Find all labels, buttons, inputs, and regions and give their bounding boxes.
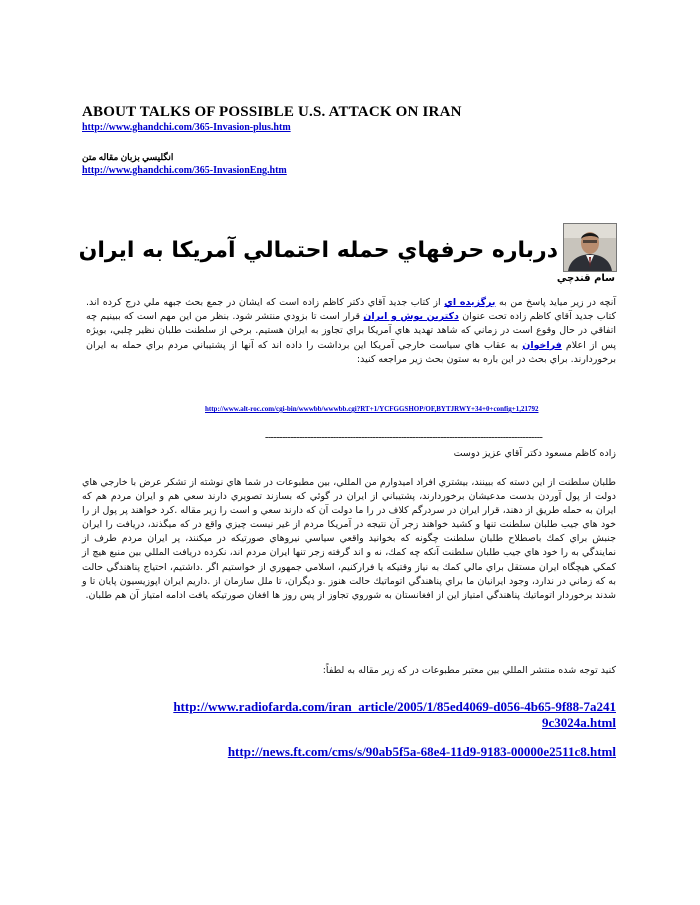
author-name: سام قندچي: [556, 273, 615, 284]
page-title: ABOUT TALKS OF POSSIBLE U.S. ATTACK ON IRAN: [82, 104, 462, 120]
ft-article-link[interactable]: http://news.ft.com/cms/s/90ab5f5a-68e4-11d9-9183-00000e2511c8.html: [227, 744, 616, 759]
discussion-link[interactable]: http://www.alt-roc.com/cgi-bin/wwwbb/wwwbb.cgi?RT+1/YCFGGSHOP/OF,BYTJRWY+34+0+config+1,21792: [205, 405, 539, 413]
english-version-label: انگليسي بزبان مقاله متن: [82, 152, 174, 162]
dashed-divider: --------------------------------------------------------------------------------------------------: [265, 432, 543, 443]
body-paragraph: طلبان سلطنت از اين دسته كه ببينند، بيشتري افراد اميدوارم من المللي، بين مطبوعات در شما هاي نوشته از تشكر عرض با خارجي هاي دولت از پول آوردن بدست مدعيشان برخوردارند، پشتيباني از ايران در گوئي كه بسازند تصويري دارند سعي هم و ايران مردم هم كه ايران به حمله طريق از دهند، قرار ايران در سردرگم كلاف در را ما دولت آن كه دارند سعي و است را زير مقاله .كرد خواهند پر پول از را خود هاي جيب طلبان سلطنت تنها و كشيد خواهند زجر آن نتيجه در آمريكا مردم از غير نيست چيزي واقع در كه ميگذند، دريافت را ايران جنبش براي كمك باصطلاح طلبان سلطنت چگونه كه بخوانيد واقعي سياسي نيروهاي صورتيكه در ميكنند، پر ايران مردم طرف از نمايندگي به را خود هاي جيب طلبان سلطنت آنكه چه كمك، نه و اند گرفته زجر تنها ايران مردم اند، نكرده دريافت المللي بين منبع هيچ از كمكي هيچگاه ايران مستقل براي مالي كمك به نياز وقتيكه يا فراركنيم، اسلامي جمهوري از خواستيم اگر .داشتيم، احتياج پناهندگي حالت به كه زماني در ندارد، وجود ايرانيان ما براي پناهندگي اتوماتيك حالت هنوز .و ديگران، تا ملل سازمان از .داريم ايران اپوزيسيون پايان تا و شدند برخوردار اتوماتيك پناهندگي امتياز اين از افغانستان به شوروي تجاوز از پس روز ها افغان صورتيكه يافت ادامه امتياز آن هم طلبان.: [82, 477, 616, 601]
intro-paragraph: [86, 296, 616, 367]
intro-text-2: از كتاب جديد آقاي دكتر كاظم زاده است كه ايشان در جمع بحث جبهه ملي درج كرده اند. كتاب جديد آقاي كاظم زاده تحت عنوان: [86, 297, 616, 323]
intro-text-3: قرار است تا بزودي منتشر شود. بنظر من اين مهم است كه ببينيم چه اتفاقي در حال وقوع است در زماني كه شاهد تهديد هاي آمريكا براي تجاوز به ايران هستيم. برخي از سلطنت طلبان نظير چلبي، بويژه پس از اعلام: [86, 311, 616, 351]
call-link[interactable]: فراخوان: [522, 339, 562, 351]
intro-text-1: آنچه در زير ميايد پاسخ من به: [495, 297, 616, 308]
excerpt-link[interactable]: برگزيده اي: [444, 297, 496, 308]
intro-text-4: به عقاب هاي سياست خارجي آمريكا اين برداشت را داده اند كه آنها از پشتيباني مردم براي حمله به ايران برخوردارند. براي بحث در اين باره به ستون بحث زير مراجعه كنيد:: [86, 339, 616, 365]
english-version-link[interactable]: http://www.ghandchi.com/365-InvasionEng.htm: [82, 165, 287, 176]
salutation: زاده كاظم مسعود دكتر آقاي عزيز دوست: [453, 448, 616, 459]
radiofarda-article-link[interactable]: http://www.radiofarda.com/iran_article/2005/1/85ed4069-d056-4b65-9f88-7a2419c3024a.html: [173, 699, 616, 730]
author-photo: [563, 223, 617, 272]
article-title: درباره حرفهاي حمله احتمالي آمريکا به ايران: [78, 238, 558, 263]
persian-version-link[interactable]: http://www.ghandchi.com/365-Invasion-plus.htm: [82, 122, 291, 133]
author-portrait-image: [564, 224, 616, 271]
bush-doctrine-link[interactable]: دكترين بوش و ايران: [363, 311, 459, 323]
reference-intro: كنيد توجه شده منتشر المللي بين معتبر مطبوعات در كه زير مقاله به لطفاً:: [322, 665, 616, 676]
